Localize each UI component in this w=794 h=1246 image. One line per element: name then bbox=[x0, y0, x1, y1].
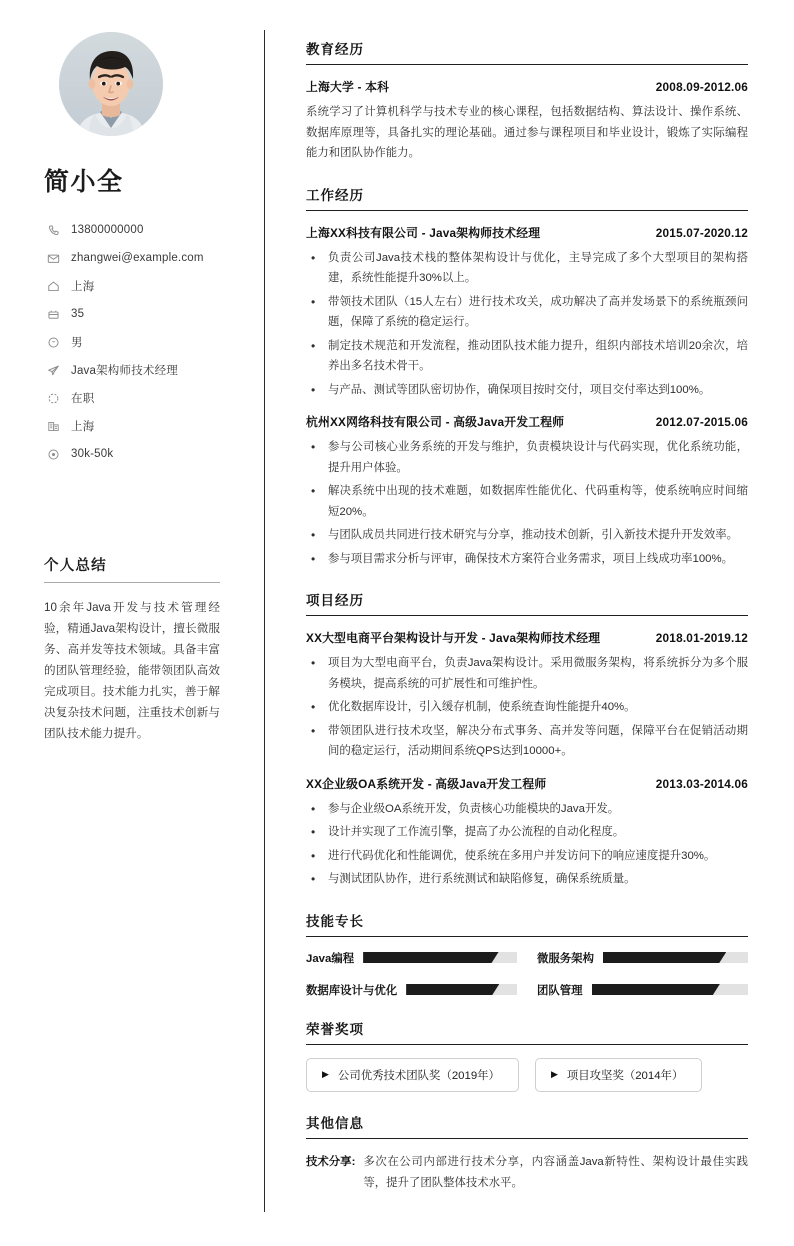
entry-title: XX大型电商平台架构设计与开发 - Java架构师技术经理 bbox=[306, 631, 601, 645]
section-summary bbox=[42, 554, 240, 744]
list-item: • 参与公司核心业务系统的开发与维护，负责模块设计与代码实现，优化系统功能，提升用户体验。 bbox=[306, 437, 748, 478]
contact-value: 上海 bbox=[71, 421, 95, 433]
work-entry bbox=[306, 413, 748, 569]
main-content bbox=[264, 0, 794, 1246]
skill-progress-fill bbox=[592, 984, 720, 995]
list-item: • 进行代码优化和性能调优，使系统在多用户并发访问下的响应速度提升30%。 bbox=[306, 846, 748, 867]
contact-item-gender bbox=[44, 328, 240, 356]
entry-title: 上海大学 - 本科 bbox=[306, 80, 390, 94]
entry-header bbox=[306, 78, 748, 95]
section-rule bbox=[44, 582, 220, 583]
bullet-list bbox=[306, 653, 748, 762]
skill-progress-track bbox=[406, 984, 517, 995]
list-item: • 参与企业级OA系统开发，负责核心功能模块的Java开发。 bbox=[306, 799, 748, 820]
bullet-list bbox=[306, 248, 748, 401]
salary-icon bbox=[44, 446, 62, 462]
section-heading: 其他信息 bbox=[306, 1115, 364, 1131]
skill-progress-track bbox=[363, 952, 517, 963]
section-rule bbox=[306, 936, 748, 937]
play-arrow-icon: ▶ bbox=[550, 1069, 558, 1079]
contact-item-location bbox=[44, 272, 240, 300]
avatar bbox=[59, 32, 163, 136]
section-heading: 技能专长 bbox=[306, 913, 364, 929]
skill-row bbox=[306, 950, 517, 966]
list-item: • 与团队成员共同进行技术研究与分享，推动技术创新，引入新技术提升开发效率。 bbox=[306, 525, 748, 546]
summary-body: 10余年Java开发与技术管理经验，精通Java架构设计，擅长微服务、高并发等技术领域。具备丰富的团队管理经验，能带领团队高效完成项目。技术能力扎实，善于解决复杂技术问题，注重技术创新与团队技术能力提升。 bbox=[44, 601, 220, 740]
entry-date: 2012.07-2015.06 bbox=[655, 415, 748, 429]
list-item: • 带领技术团队（15人左右）进行技术攻关，成功解决了高并发场景下的系统瓶颈问题，保障了系统的稳定运行。 bbox=[306, 292, 748, 333]
entry-header bbox=[306, 413, 748, 430]
sidebar bbox=[0, 0, 264, 1246]
list-item: • 与产品、测试等团队密切协作，确保项目按时交付，项目交付率达到100%。 bbox=[306, 380, 748, 401]
section-rule bbox=[306, 615, 748, 616]
skill-label: 团队管理 bbox=[537, 984, 583, 997]
list-item: • 带领团队进行技术攻坚，解决分布式事务、高并发等问题，保障平台在促销活动期间的稳定运行，活动期间系统QPS达到10000+。 bbox=[306, 721, 748, 762]
play-arrow-icon: ▶ bbox=[322, 1069, 329, 1079]
section-work bbox=[306, 184, 748, 570]
section-heading: 荣誉奖项 bbox=[306, 1021, 364, 1037]
entry-date: 2013.03-2014.06 bbox=[655, 776, 748, 791]
entry-description: 系统学习了计算机科学与技术专业的核心课程，包括数据结构、算法设计、操作系统、数据库原理等，具备扎实的理论基础。通过参与课程项目和毕业设计，锻炼了实际编程能力和团队协作能力。 bbox=[306, 106, 748, 159]
skill-row bbox=[537, 982, 748, 998]
column-divider bbox=[264, 30, 265, 1212]
section-awards bbox=[306, 1018, 748, 1092]
contact-item-age bbox=[44, 300, 240, 328]
skill-row bbox=[537, 950, 748, 966]
section-rule bbox=[306, 1138, 748, 1139]
list-item: • 参与项目需求分析与评审，确保技术方案符合业务需求，项目上线成功率100%。 bbox=[306, 549, 748, 570]
portrait-photo-icon bbox=[59, 32, 163, 136]
contact-value: 13800000000 bbox=[71, 224, 144, 236]
contact-value: 男 bbox=[71, 337, 83, 349]
contact-item-city bbox=[44, 412, 240, 440]
paper-plane-icon bbox=[44, 362, 62, 378]
building-icon bbox=[44, 418, 62, 434]
entry-date: 2008.09-2012.06 bbox=[655, 80, 748, 94]
calendar-icon bbox=[44, 306, 62, 322]
contact-item-status bbox=[44, 384, 240, 412]
award-chip[interactable] bbox=[306, 1058, 519, 1092]
entry-header bbox=[306, 775, 748, 792]
list-item: • 优化数据库设计，引入缓存机制，使系统查询性能提升40%。 bbox=[306, 697, 748, 718]
entry-title: 杭州XX网络科技有限公司 - 高级Java开发工程师 bbox=[306, 415, 565, 429]
contact-value: 35 bbox=[71, 308, 85, 320]
other-info-value: 多次在公司内部进行技术分享，内容涵盖Java新特性、架构设计最佳实践等，提升了团队整体技术水平。 bbox=[363, 1155, 748, 1189]
skills-grid bbox=[306, 950, 748, 998]
section-education bbox=[306, 38, 748, 164]
entry-date: 2015.07-2020.12 bbox=[655, 225, 748, 240]
bullet-list bbox=[306, 799, 748, 890]
status-icon bbox=[44, 390, 62, 406]
skill-label: 数据库设计与优化 bbox=[306, 984, 398, 997]
skill-progress-fill bbox=[406, 984, 499, 995]
other-info-row bbox=[306, 1152, 748, 1194]
skill-progress-track bbox=[592, 984, 748, 995]
skill-progress-fill bbox=[603, 952, 726, 963]
other-info-label: 技术分享: bbox=[306, 1155, 356, 1168]
skill-progress-fill bbox=[363, 952, 498, 963]
entry-header bbox=[306, 629, 748, 646]
section-rule bbox=[306, 64, 748, 65]
contact-item-salary bbox=[44, 440, 240, 468]
gender-icon bbox=[44, 334, 62, 350]
page-title: 简小全 bbox=[44, 168, 124, 196]
entry-date: 2018.01-2019.12 bbox=[655, 631, 748, 645]
section-heading: 教育经历 bbox=[306, 42, 364, 57]
contact-list bbox=[44, 216, 240, 468]
list-item: • 负责公司Java技术栈的整体架构设计与优化，主导完成了多个大型项目的架构搭建，系统性能提升30%以上。 bbox=[306, 248, 748, 289]
skill-label: Java编程 bbox=[306, 952, 355, 965]
work-entry bbox=[306, 224, 748, 401]
list-item: • 解决系统中出现的技术难题，如数据库性能优化、代码重构等，使系统响应时间缩短20%。 bbox=[306, 481, 748, 522]
contact-value: Java架构师技术经理 bbox=[71, 365, 178, 377]
envelope-icon bbox=[44, 250, 62, 266]
section-heading: 个人总结 bbox=[44, 558, 107, 574]
award-chip[interactable] bbox=[535, 1058, 702, 1092]
entry-title: 上海XX科技有限公司 - Java架构师技术经理 bbox=[306, 225, 541, 240]
awards-row bbox=[306, 1058, 748, 1092]
skill-label: 微服务架构 bbox=[537, 952, 594, 965]
award-label: 项目攻坚奖（2014年） bbox=[566, 1069, 684, 1082]
list-item: • 与测试团队协作，进行系统测试和缺陷修复，确保系统质量。 bbox=[306, 869, 748, 890]
bullet-list bbox=[306, 437, 748, 569]
skill-row bbox=[306, 982, 517, 998]
home-icon bbox=[44, 278, 62, 294]
contact-item-phone bbox=[44, 216, 240, 244]
entry-header bbox=[306, 224, 748, 241]
contact-value: 上海 bbox=[71, 281, 95, 293]
list-item: • 项目为大型电商平台，负责Java架构设计。采用微服务架构，将系统拆分为多个服务模块，提高系统的可扩展性和可维护性。 bbox=[306, 653, 748, 694]
contact-value: 30k-50k bbox=[71, 448, 114, 460]
education-entry bbox=[306, 78, 748, 164]
section-skills bbox=[306, 910, 748, 998]
contact-value: 在职 bbox=[71, 393, 95, 405]
skill-progress-track bbox=[603, 952, 748, 963]
contact-value: zhangwei@example.com bbox=[71, 252, 204, 264]
project-entry bbox=[306, 775, 748, 890]
section-projects bbox=[306, 589, 748, 890]
list-item: • 制定技术规范和开发流程，推动团队技术能力提升，组织内部技术培训20余次，培养出多名技术骨干。 bbox=[306, 336, 748, 377]
phone-icon bbox=[44, 222, 62, 238]
section-heading: 项目经历 bbox=[306, 593, 364, 608]
section-heading: 工作经历 bbox=[306, 187, 364, 203]
section-other-info bbox=[306, 1112, 748, 1194]
project-entry bbox=[306, 629, 748, 762]
contact-item-email bbox=[44, 244, 240, 272]
section-rule bbox=[306, 210, 748, 211]
contact-item-position bbox=[44, 356, 240, 384]
entry-title: XX企业级OA系统开发 - 高级Java开发工程师 bbox=[306, 776, 547, 791]
award-label: 公司优秀技术团队奖（2019年） bbox=[337, 1069, 500, 1082]
list-item: • 设计并实现了工作流引擎，提高了办公流程的自动化程度。 bbox=[306, 822, 748, 843]
section-rule bbox=[306, 1044, 748, 1045]
